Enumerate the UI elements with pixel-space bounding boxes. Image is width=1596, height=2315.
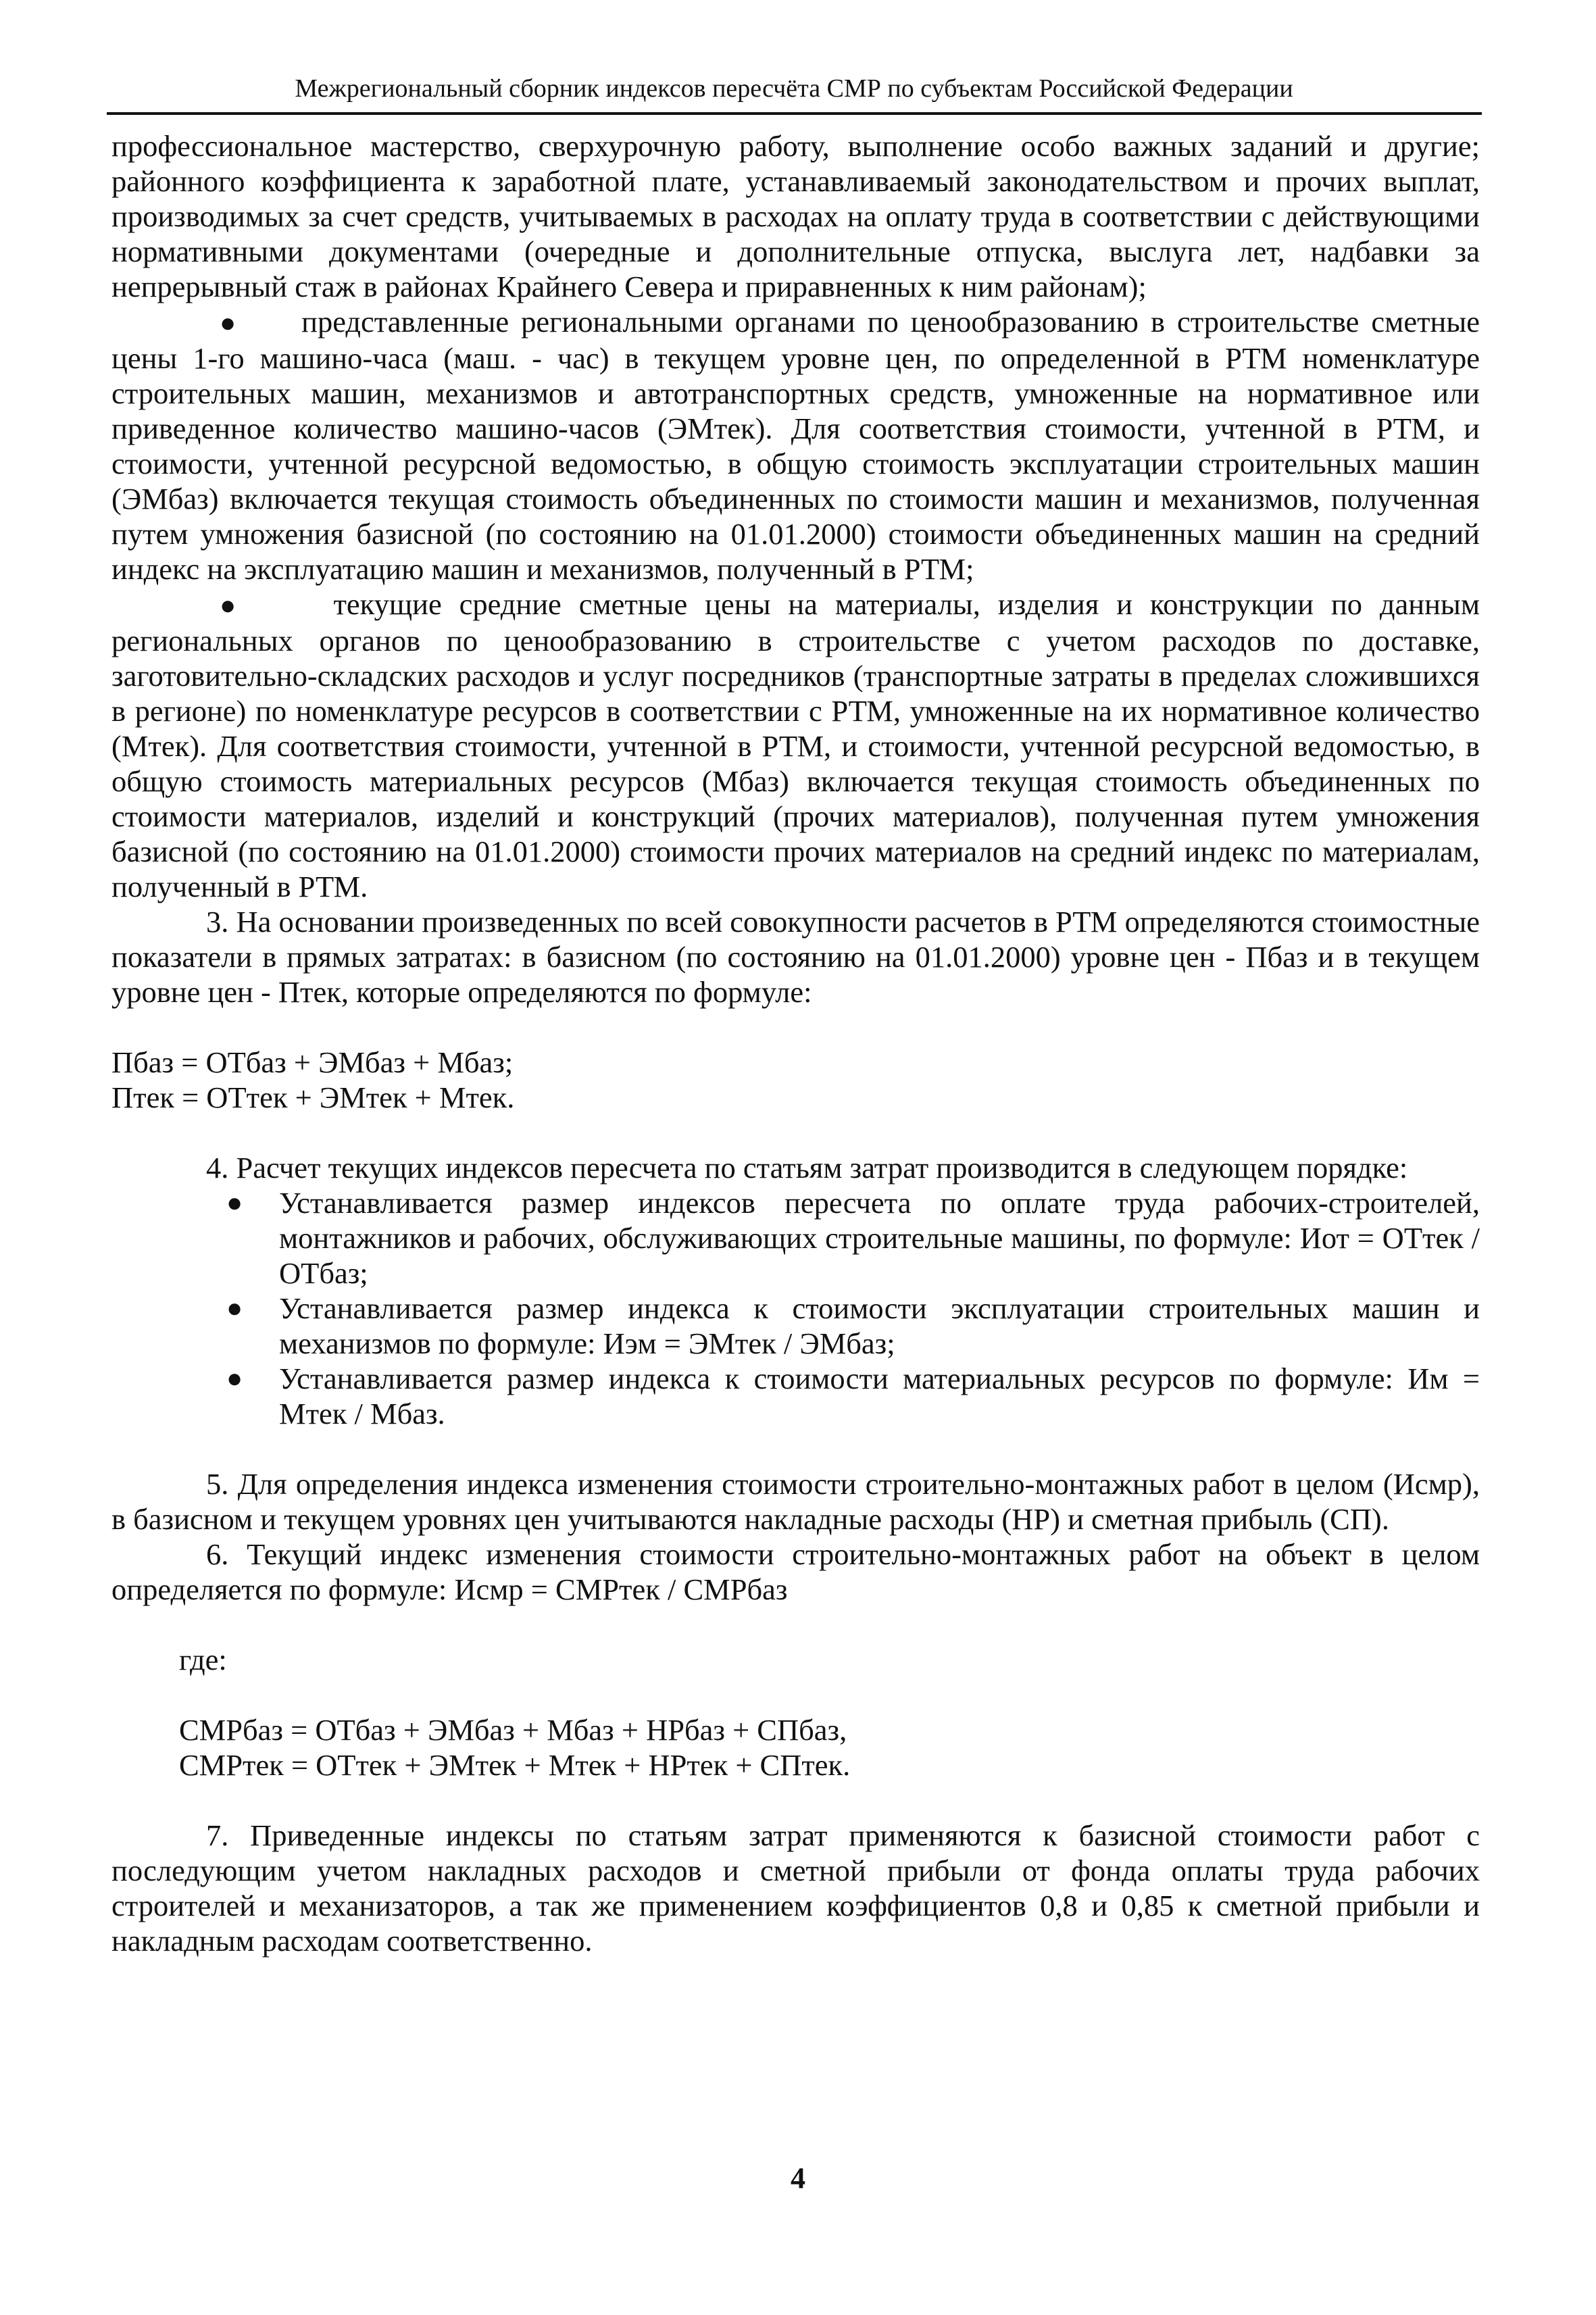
bullet-icon: ●: [226, 1293, 243, 1323]
bullet-materials-text: текущие средние сметные цены на материалы, изделия и конструкции по данным региональных органов по ценообразованию в строительстве с учетом расходов по доставке, заготовительно-складских расходов и услуг посредников (транспортные затраты в пределах сложившихся в регионе) по номенклатуре ресурсов в соответствии с РТМ, умноженные на их нормативное количество (Мтек). Для соответствия стоимости, учтенной в РТМ, и стоимости, учтенной ресурсной ведомостью, в общую стоимость материальных ресурсов (Мбаз) включается текущая стоимость объединенных по стоимости материалов, изделий и конструкций (прочих материалов), полученная путем умножения базисной (по состоянию на 01.01.2000) стоимости прочих материалов на средний индекс по материалам, полученный в РТМ.: [111, 587, 1480, 903]
formula-pbaz: Пбаз = ОТбаз + ЭМбаз + Мбаз;: [111, 1045, 514, 1079]
paragraph-4: 4. Расчет текущих индексов пересчета по статьям затрат производится в следующем порядке:: [206, 1151, 1408, 1185]
page-number: 4: [791, 2162, 805, 2195]
paragraph-4-list: [111, 1185, 1480, 1431]
paragraph-intro: профессиональное мастерство, сверхурочную работу, выполнение особо важных заданий и другие; районного коэффициента к заработной плате, устанавливаемый законодательством и прочих выплат, производимых за счет средств, учитываемых в расходах на оплату труда в соответствии с действующими нормативными документами (очередные и дополнительные отпуска, выслуга лет, надбавки за непрерывный стаж в районах Крайнего Севера и приравненных к ним районам);: [111, 129, 1480, 303]
bullet-icon: ●: [220, 307, 241, 338]
bullet-icon: ●: [220, 590, 246, 620]
paragraph-3: 3. На основании произведенных по всей совокупности расчетов в РТМ определяются стоимостные показатели в прямых затратах: в базисном (по состоянию на 01.01.2000) уровне цен - Пбаз и в текущем уровне цен - Птек, которые определяются по формуле:: [111, 905, 1480, 1009]
list-item: ● Устанавливается размер индекса к стоимости материальных ресурсов по формуле: Им = Мтек / Мбаз.: [226, 1362, 1480, 1430]
paragraph-7: 7. Приведенные индексы по статьям затрат применяются к базисной стоимости работ с последующим учетом накладных расходов и сметной прибыли от фонда оплаты труда рабочих строителей и механизаторов, а так же применением коэффициентов 0,8 и 0,85 к сметной прибыли и накладным расходам соответственно.: [111, 1818, 1480, 1958]
paragraph-6: 6. Текущий индекс изменения стоимости строительно-монтажных работ на объект в целом определяется по формуле: Исмр = СМРтек / СМРбаз: [111, 1537, 1480, 1606]
bullet-machines-text: представленные региональными органами по ценообразованию в строительстве сметные цены 1-го машино-часа (маш. - час) в текущем уровне цен, по определенной в РТМ номенклатуре строительных машин, механизмов и автотранспортных средств, умноженные на нормативное или приведенное количество машино-часов (ЭМтек). Для соответствия стоимости, учтенной в РТМ, и стоимости, учтенной ресурсной ведомостью, в общую стоимость эксплуатации строительных машин (ЭМбаз) включается текущая стоимость объединенных по стоимости машин и механизмов, полученная путем умножения базисной (по состоянию на 01.01.2000) стоимости объединенных машин на средний индекс на эксплуатацию машин и механизмов, полученный в РТМ;: [111, 305, 1480, 586]
paragraph-5: 5. Для определения индекса изменения стоимости строительно-монтажных работ в целом (Исмр), в базисном и текущем уровнях цен учитываются накладные расходы (НР) и сметная прибыль (СП).: [111, 1467, 1480, 1536]
bullet-icon: ●: [226, 1363, 243, 1393]
list-item: ● Устанавливается размер индексов пересчета по оплате труда рабочих-строителей, монтажников и рабочих, обслуживающих строительные машины, по формуле: Иот = ОТтек / ОТбаз;: [226, 1186, 1480, 1290]
formula-ptek: Птек = ОТтек + ЭМтек + Мтек.: [111, 1080, 515, 1114]
bullet-icon: ●: [226, 1187, 243, 1218]
formula-smrtek: СМРтек = ОТтек + ЭМтек + Мтек + НРтек + СПтек.: [179, 1748, 851, 1782]
document-body: [111, 128, 1480, 1958]
header-rule: [107, 112, 1482, 115]
bullet-machines: [111, 304, 1480, 587]
bullet-materials: [111, 587, 1480, 904]
running-header: Межрегиональный сборник индексов пересчёта СМР по субъектам Российской Федерации: [295, 74, 1293, 103]
list-item: ● Устанавливается размер индекса к стоимости эксплуатации строительных машин и механизмов по формуле: Иэм = ЭМтек / ЭМбаз;: [226, 1291, 1480, 1360]
formula-smrbaz: СМРбаз = ОТбаз + ЭМбаз + Мбаз + НРбаз + СПбаз,: [179, 1713, 847, 1747]
where-label: где:: [179, 1643, 227, 1676]
